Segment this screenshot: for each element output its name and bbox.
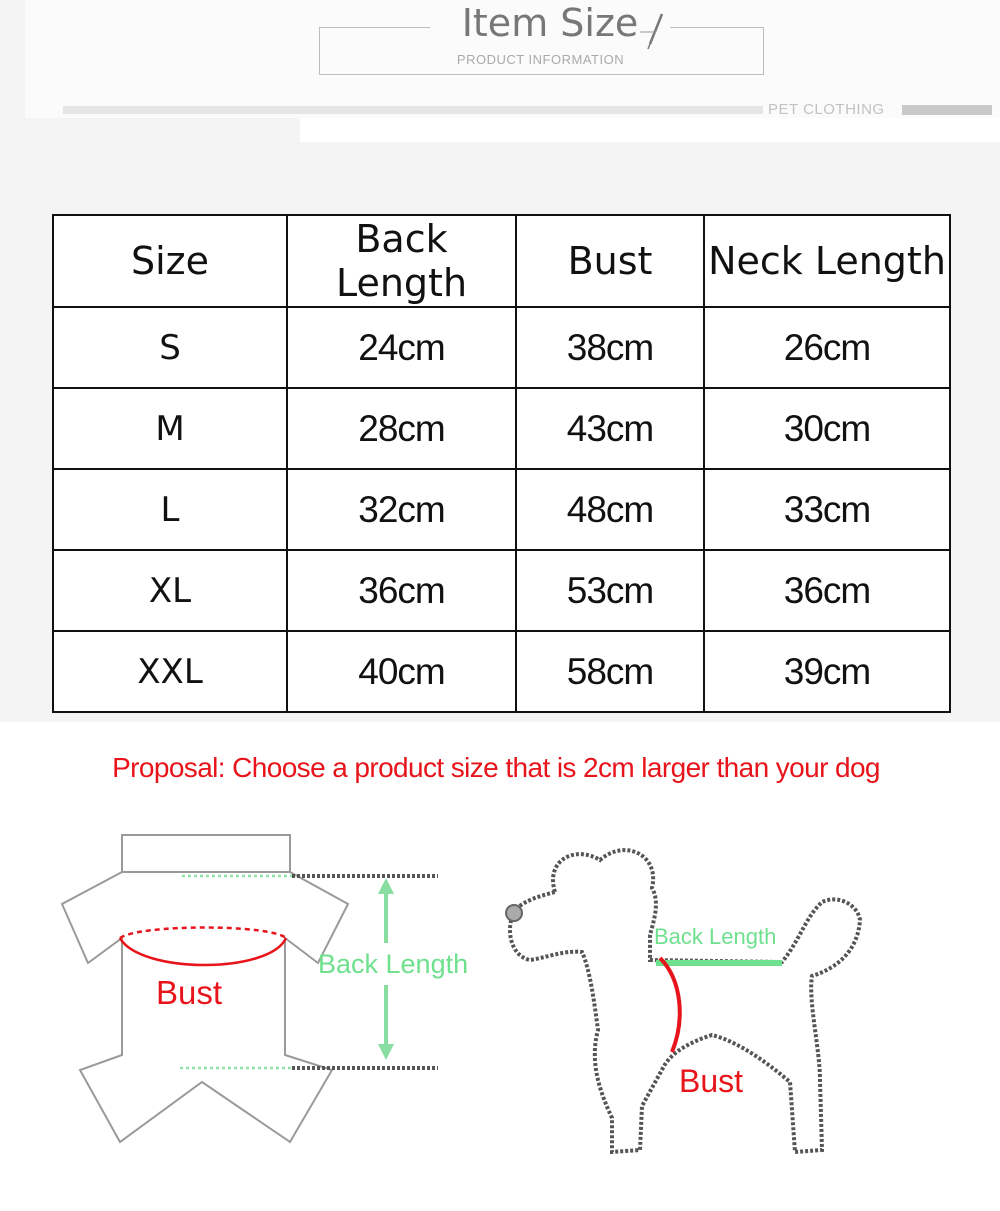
neck-length-cell: 39cm xyxy=(704,631,950,712)
table-row xyxy=(53,307,950,388)
header-background-strip xyxy=(300,118,1000,142)
neck-length-cell: 30cm xyxy=(704,388,950,469)
bust-cell: 48cm xyxy=(516,469,704,550)
neck-length-cell: 33cm xyxy=(704,469,950,550)
table-row xyxy=(53,388,950,469)
measurement-diagram xyxy=(0,820,1000,1210)
brand-label: PET CLOTHING xyxy=(768,101,885,118)
table-row xyxy=(53,631,950,712)
page-title: Item Size xyxy=(430,0,670,46)
back-length-cell: 28cm xyxy=(287,388,516,469)
garment-bust-label: Bust xyxy=(156,974,223,1011)
column-header: Back Length xyxy=(287,215,516,307)
column-header: Neck Length xyxy=(704,215,950,307)
back-length-cell: 40cm xyxy=(287,631,516,712)
dog-bust-label: Bust xyxy=(679,1063,744,1099)
page-subtitle: PRODUCT INFORMATION xyxy=(456,52,625,67)
table-header-row xyxy=(53,215,950,307)
size-cell: XXL xyxy=(53,631,287,712)
size-table xyxy=(52,214,951,713)
bust-cell: 58cm xyxy=(516,631,704,712)
dog-nose-icon xyxy=(506,905,522,921)
dog-outline xyxy=(510,850,860,1152)
size-cell: XL xyxy=(53,550,287,631)
back-length-cell: 32cm xyxy=(287,469,516,550)
size-cell: L xyxy=(53,469,287,550)
dog-back-length-label: Back Length xyxy=(654,924,777,949)
size-cell: M xyxy=(53,388,287,469)
table-row xyxy=(53,469,950,550)
size-proposal-text: Proposal: Choose a product size that is 2cm larger than your dog xyxy=(112,752,880,783)
garment-back-length-label: Back Length xyxy=(318,949,469,979)
divider xyxy=(63,106,763,114)
neck-length-cell: 36cm xyxy=(704,550,950,631)
size-cell: S xyxy=(53,307,287,388)
column-header: Bust xyxy=(516,215,704,307)
bust-cell: 43cm xyxy=(516,388,704,469)
bust-cell: 38cm xyxy=(516,307,704,388)
back-length-cell: 24cm xyxy=(287,307,516,388)
divider xyxy=(902,105,992,115)
pencil-icon xyxy=(640,10,670,50)
back-length-cell: 36cm xyxy=(287,550,516,631)
neck-length-cell: 26cm xyxy=(704,307,950,388)
column-header: Size xyxy=(53,215,287,307)
bust-cell: 53cm xyxy=(516,550,704,631)
table-row xyxy=(53,550,950,631)
dog-bust-line xyxy=(660,958,680,1052)
